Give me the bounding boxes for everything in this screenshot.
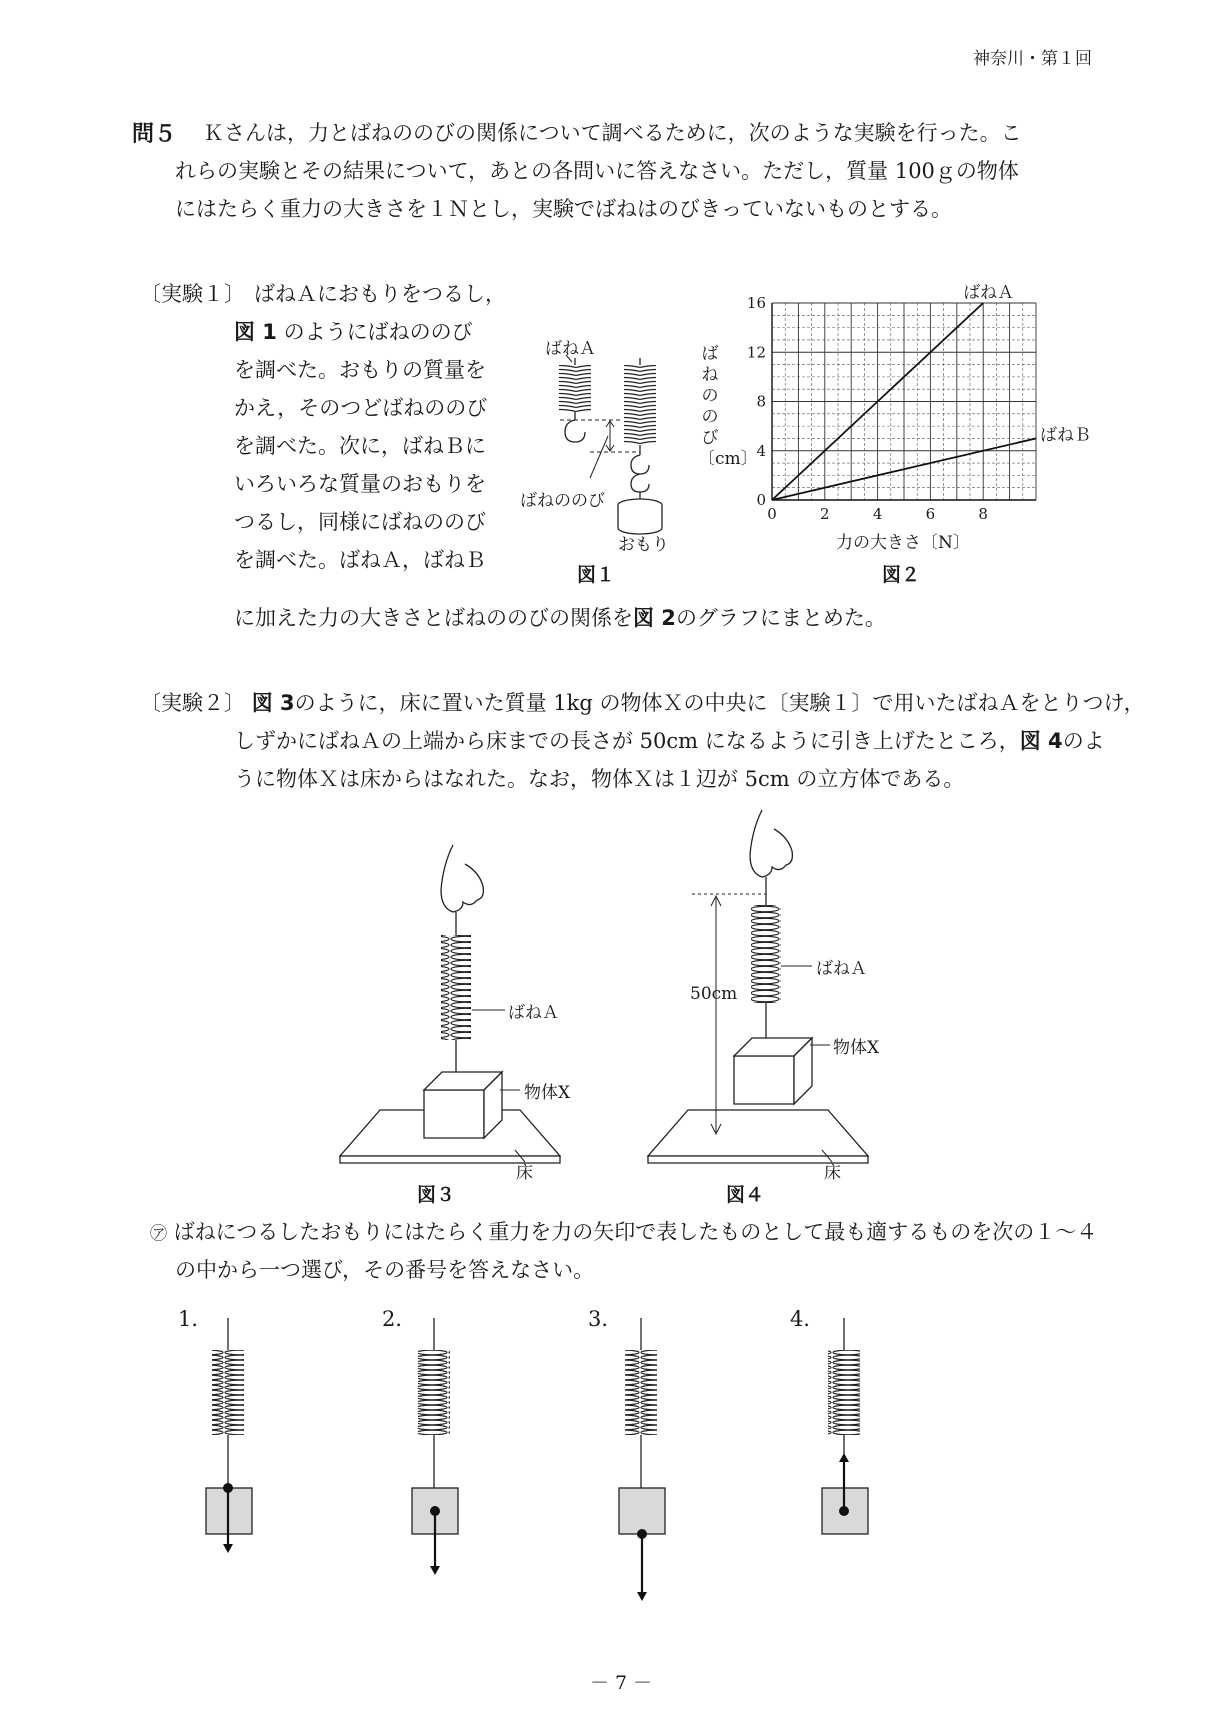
figure3-spring-label: ばねＡ xyxy=(508,1003,559,1023)
experiment1-line-1: ばねＡにおもりをつるし， xyxy=(254,282,506,306)
choice-3-label: 3． xyxy=(588,1307,623,1331)
experiment2-line-2: しずかにばねＡの上端から床までの長さが 50cm になるように引き上げたところ，図 4のよ xyxy=(234,729,1105,753)
object-x-cube xyxy=(734,1038,812,1104)
page-header: 神奈川・第１回 xyxy=(973,49,1092,69)
page-number: － 7 － xyxy=(590,1672,653,1694)
figure4-spring-label: ばねＡ xyxy=(816,959,867,979)
question-line-3: にはたらく重力の大きさを１Ｎとし，実験でばねはのびきっていないものとする。 xyxy=(175,197,952,221)
x-tick-label: 8 xyxy=(978,505,988,523)
figure1-extension-label: ばねののび xyxy=(520,491,605,511)
question-line-2: れらの実験とその結果について，あとの各問いに答えなさい。ただし，質量 100ｇの物体 xyxy=(175,159,1019,183)
hand-icon xyxy=(441,845,483,912)
x-tick-label: 2 xyxy=(820,505,830,523)
choices-diagrams xyxy=(0,0,1,1)
spring-a-coil xyxy=(441,935,471,1040)
y-tick-label: 16 xyxy=(746,294,766,312)
experiment1-line-2: 図 1 のようにばねののび xyxy=(234,320,473,344)
arrow-icon xyxy=(430,1566,440,1575)
figure4-floor-label: 床 xyxy=(824,1163,841,1183)
figure3-object-label: 物体X xyxy=(524,1083,571,1103)
choice-4-label: 4． xyxy=(790,1307,825,1331)
x-tick-label: 0 xyxy=(767,505,777,523)
spring-a-coil xyxy=(559,365,591,412)
experiment2-line-1: 〔実験２〕 図 3のように，床に置いた質量 1kg の物体Ｘの中央に〔実験１〕で用いたばねＡをとりつけ， xyxy=(140,691,1145,715)
choice-1-label: 1． xyxy=(178,1307,213,1331)
subquestion-line-1: ㋐ ばねにつるしたおもりにはたらく重力を力の矢印で表したものとして最も適するものを次の１～４ xyxy=(150,1220,1098,1244)
hand-icon xyxy=(750,810,792,877)
experiment1-line-7: つるし，同様にばねののび xyxy=(234,510,486,534)
experiment1-line-4: かえ，そのつどばねののび xyxy=(234,396,488,420)
experiment1-label: 〔実験１〕 xyxy=(140,282,245,306)
experiment1-line-6: いろいろな質量のおもりを xyxy=(234,472,486,496)
figure1-spring-label: ばねＡ xyxy=(545,339,596,359)
arrow-icon xyxy=(637,1592,647,1601)
figure3-floor-label: 床 xyxy=(516,1163,533,1183)
subquestion-line-2: の中から一つ選び，その番号を答えなさい。 xyxy=(175,1258,595,1282)
floor xyxy=(648,1110,868,1156)
weight-icon xyxy=(618,499,662,534)
chart-xlabel: 力の大きさ〔N〕 xyxy=(836,533,970,553)
choice-2-diagram xyxy=(412,1318,458,1575)
figure1-weight-label: おもり xyxy=(618,535,669,555)
figure3-caption: 図３ xyxy=(417,1184,456,1206)
question-number: 問５ xyxy=(132,122,177,147)
y-tick-label: 4 xyxy=(756,441,766,460)
figure1-caption: 図１ xyxy=(577,564,616,586)
experiment1-line-3: を調べた。おもりの質量を xyxy=(234,358,486,382)
question-line-1: Ｋさんは，力とばねののびの関係について調べるために，次のような実験を行った。こ xyxy=(203,121,1022,145)
experiment1-line-5: を調べた。次に，ばねＢに xyxy=(234,434,486,458)
x-tick-label: 4 xyxy=(872,505,883,523)
choice-4-diagram xyxy=(822,1318,868,1534)
figure4-object-label: 物体X xyxy=(833,1038,880,1058)
subquestion-marker: ㋐ xyxy=(150,1224,167,1244)
series-label-b: ばねＢ xyxy=(1040,425,1091,446)
figure-4 xyxy=(648,810,868,1163)
y-tick-label: 12 xyxy=(746,343,766,362)
spring-a-coil xyxy=(751,905,781,1003)
y-tick-label: 0 xyxy=(756,491,766,509)
figure4-caption: 図４ xyxy=(726,1184,765,1206)
choice-3-diagram xyxy=(619,1318,665,1601)
chart-caption: 図２ xyxy=(882,564,921,586)
arrow-icon xyxy=(839,1453,849,1462)
hook-icon xyxy=(565,420,585,442)
arrow-icon xyxy=(223,1544,233,1553)
object-x-cube xyxy=(424,1072,502,1138)
experiment2-line-3: うに物体Ｘは床からはなれた。なお，物体Ｘは１辺が 5cm の立方体である。 xyxy=(234,767,965,791)
experiment1-line-8: を調べた。ばねＡ，ばねＢ xyxy=(234,548,486,572)
choice-2-label: 2． xyxy=(382,1307,417,1331)
series-label-a: ばねＡ xyxy=(963,283,1015,303)
figure-reference: 図 1 xyxy=(234,320,277,344)
y-tick-label: 8 xyxy=(756,392,766,411)
choice-1-diagram xyxy=(206,1318,252,1553)
experiment1-line-9: に加えた力の大きさとばねののびの関係を図 2のグラフにまとめた。 xyxy=(234,606,886,630)
x-tick-label: 6 xyxy=(925,505,936,523)
chart-ylabel: ばねののび〔cm〕 xyxy=(698,344,758,469)
spring-a-stretched-coil xyxy=(624,365,656,445)
figure4-length-label: 50cm xyxy=(690,984,738,1004)
